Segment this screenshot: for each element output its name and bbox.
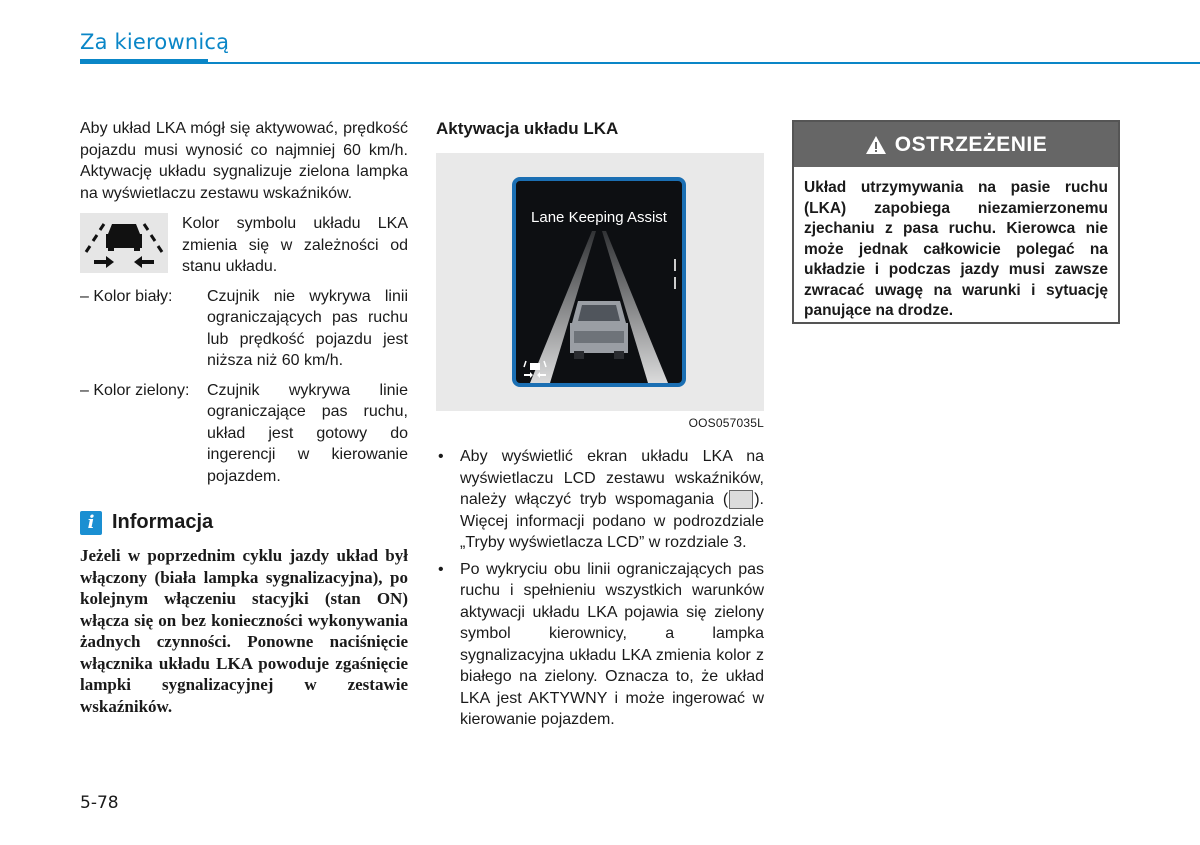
bullet-list	[436, 446, 764, 731]
info-header	[80, 511, 408, 535]
warning-triangle-icon	[865, 135, 887, 155]
header-rule	[80, 62, 1200, 64]
page-number: 5-78	[80, 793, 119, 813]
header-title: Za kierownicą	[80, 30, 230, 54]
info-body: Jeżeli w poprzednim cyklu jazdy układ był włączony (biała lampka sygnalizacyjna), po kolejnym włączeniu stacyjki (stan ON) włącza się on bez konieczności wykonywania żadnych czynności. Ponowne naciśnięcie włącznika układu LKA powoduje zgaśnięcie lampki sygnalizacyjnej w zestawie wskaźników.	[80, 546, 408, 716]
warning-header	[794, 122, 1118, 167]
bullet-marker: •	[438, 560, 444, 578]
definition-description: Czujnik nie wykrywa linii ograniczających pas ruchu lub prędkość pojazdu jest niższa niż 60 km/h.	[207, 287, 408, 369]
cluster-screen	[512, 177, 686, 387]
warning-body: Układ utrzymywania na pasie ruchu (LKA) zapobiega niezamierzonemu zjechaniu z pasa ruchu. Kierowca nie może jednak całkowicie polegać na układzie i podczas jazdy musi zawsze zwracać uwagę na warunki i sytuację panujące na drodze.	[804, 179, 1108, 319]
lka-steering-car-icon	[80, 213, 168, 273]
bullet-marker: •	[438, 448, 444, 465]
definition-description: Czujnik wykrywa linie ograniczające pas ruchu, układ jest gotowy do ingerencji w kierowanie pojazdem.	[207, 381, 408, 485]
info-title: Informacja	[112, 511, 214, 534]
icon-caption: Kolor symbolu układu LKA zmienia się w zależności od stanu układu.	[182, 215, 408, 275]
bullet-text-after: ). Więcej informacji podano w podrozdziale „Tryby wyświetlacza LCD” w rozdziale 3.	[460, 491, 764, 551]
left-column	[80, 118, 408, 717]
lka-display-figure	[436, 153, 764, 411]
list-item	[436, 446, 764, 554]
info-icon: i	[80, 511, 102, 535]
warning-title: OSTRZEŻENIE	[894, 132, 1048, 156]
definition-green	[80, 380, 408, 488]
icon-row	[80, 213, 408, 278]
bullet-text: Po wykryciu obu linii ograniczających pas ruchu i spełnieniu wszystkich warunków aktywacji układu LKA pojawia się zielony symbol kierownicy, a lampka sygnalizacyjna układu LKA zmienia kolor z białego na zielony. Oznacza to, że układ LKA jest AKTYWNY i może ingerować w kierowanie pojazdem.	[460, 560, 764, 728]
middle-column	[436, 118, 764, 736]
intro-paragraph: Aby układ LKA mógł się aktywować, prędkość pojazdu musi wynosić co najmniej 60 km/h. Aktywację układu sygnalizuje zielona lampka na wyświetlaczu zestawu wskaźników.	[80, 120, 408, 202]
warning-box	[792, 120, 1120, 324]
definition-white	[80, 286, 408, 372]
bullet-text	[460, 446, 764, 554]
car-rear-graphic	[570, 301, 628, 359]
assist-mode-icon	[729, 490, 753, 509]
road-lines-graphic	[516, 181, 682, 383]
figure-code: OOS057035L	[688, 415, 764, 430]
definition-term: – Kolor biały:	[80, 287, 173, 305]
screen-title: Lane Keeping Assist	[531, 208, 667, 226]
section-title: Aktywacja układu LKA	[436, 119, 619, 138]
bullet-text-before: Aby wyświetlić ekran układu LKA na wyświetlaczu LCD zestawu wskaźników, należy włączyć tryb wspomagania (	[460, 448, 764, 508]
list-item	[436, 559, 764, 731]
definition-term: – Kolor zielony:	[80, 381, 190, 399]
